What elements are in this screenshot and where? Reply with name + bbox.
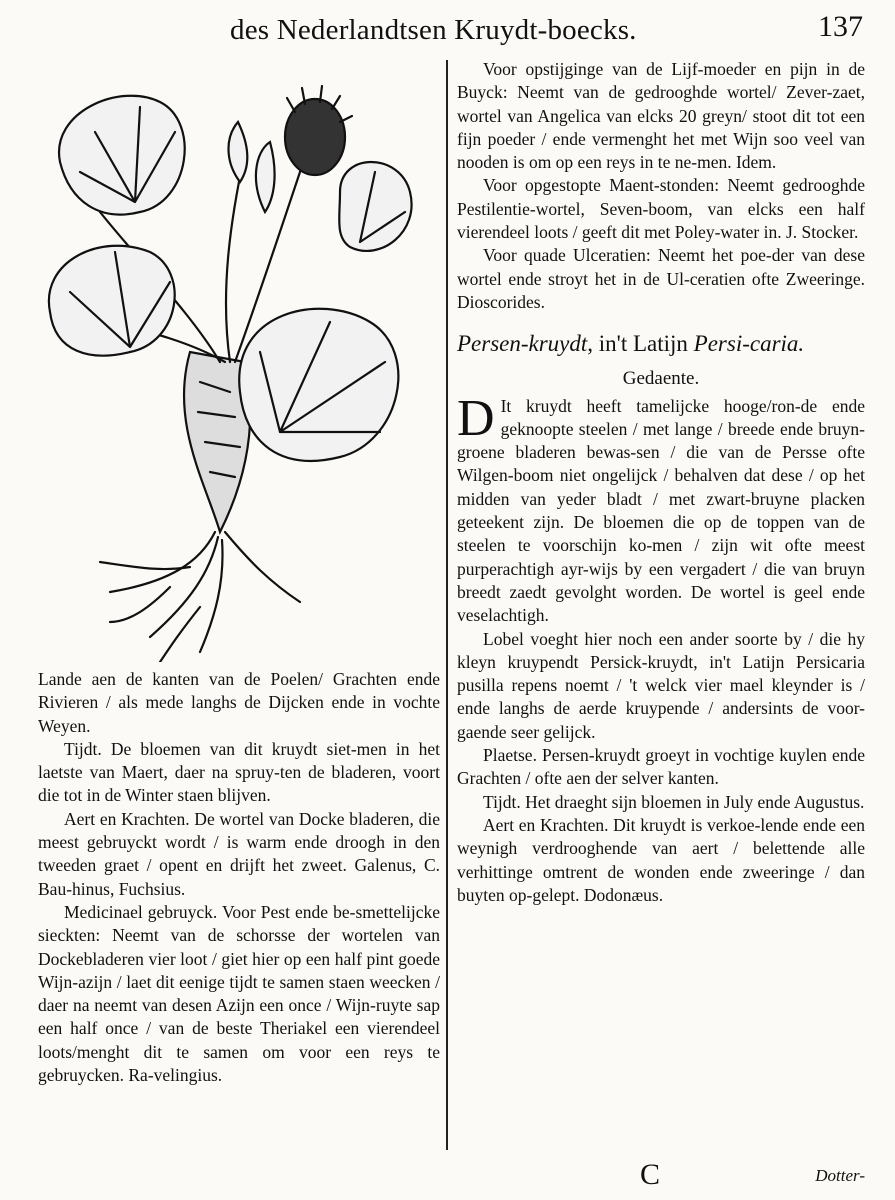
right-column: [457, 58, 865, 907]
butterbur-woodcut-icon: [40, 62, 430, 662]
section-heading: [457, 330, 865, 357]
paragraph: Voor opgestopte Maent-stonden: Neemt gedrooghde Pestilentie-wortel, Seven-boom, van elcks een half vierendeel loots / geeft dit met Poley-water in. J. Stocker.: [457, 175, 865, 243]
column-divider: [446, 60, 448, 1150]
paragraph: Tijdt. De bloemen van dit kruydt siet-men in het laetste van Maert, daer na spruy-ten de bladeren, voort die tot in de Winter staen blijven.: [38, 738, 440, 806]
paragraph: Aert en Krachten. Dit kruydt is verkoe-lende ende een weynigh verdrooghende van aert / belettende alle verhittinge omtrent de wonden ende zweeringe / dan buyten op-gelept. Dodonæus.: [457, 814, 865, 905]
subheading: Gedaente.: [622, 368, 700, 390]
drop-cap: D: [457, 389, 495, 447]
paragraph: [457, 389, 865, 628]
page-number: 137: [818, 10, 863, 43]
catchwords: [640, 1158, 865, 1191]
heading-mid: , in't Latijn: [587, 331, 694, 357]
paragraph-text: It kruydt heeft tamelijcke hooge/ron-de ende geknoopte steelen / met lange / breede ende bruyn-groene bladeren bewas-sen / die van de Persse ofte Wilgen-boom niet ongelijck / behalven dat dese / op het midden van yeder bladt / met zwart-bruyne placken geteekent zijn. De bloemen die op de toppen van de steelen te voorschijn ko-men / zijn wit ofte meest purperachtigh ayr-wijs by een vergadert / die van bruyn breedt zaedt gevolght worden. De wortel is geel ende veselachtigh.: [457, 395, 865, 626]
left-column: [38, 668, 440, 1087]
catchword: Dotter-: [815, 1166, 865, 1185]
paragraph: Lande aen de kanten van de Poelen/ Grachten ende Rivieren / als mede langhs de Dijcken ende in vochte Weyen.: [38, 669, 440, 736]
signature-mark: C: [640, 1158, 661, 1191]
paragraph: Aert en Krachten. De wortel van Docke bladeren, die meest gebruyckt wordt / is warm ende droogh in den tweeden graet / opent en drijft het zweet. Galenus, C. Bau-hinus, Fuchsius.: [38, 808, 440, 899]
running-head: des Nederlandtsen Kruydt-boecks.: [230, 14, 637, 46]
heading-name: Persen-kruydt: [457, 331, 588, 357]
paragraph: Medicinael gebruyck. Voor Pest ende be-smettelijcke sieckten: Neemt van de schorsse der wortelen van Dockebladeren vier loot / giet hier op een half pint goede Wijn-azijn / laet dit eenige tijdt te samen staen weecken / daer na neemt van desen Azijn een once / Wijn-ruyte sap een half once / van de beste Theriakel een vierendeel loots/menght dit te samen om voor een reys te gebruycken. Ra-velingius.: [38, 901, 440, 1086]
paragraph: Voor quade Ulceratien: Neemt het poe-der van dese wortel ende stroyt het in de Ul-ceratien ofte Zweeringe. Dioscorides.: [457, 245, 865, 312]
paragraph: Plaetse. Persen-kruydt groeyt in vochtige kuylen ende Grachten / ofte aen der selver kanten.: [457, 745, 865, 789]
heading-latin: Persi-caria.: [693, 331, 805, 357]
paragraph: Voor opstijginge van de Lijf-moeder en pijn in de Buyck: Neemt van de gedrooghde wortel/ Zever-zaet, wortel van Angelica van elcks 20 greyn/ stoot dit tot een fijn poeder / ende vermenght het met Wijn soo veel van nooden is om op een reys in te ne-men. Idem.: [457, 59, 865, 173]
paragraph: Tijdt. Het draeght sijn bloemen in July ende Augustus.: [483, 791, 865, 812]
paragraph: Lobel voeght hier noch een ander soorte by / die hy kleyn kruypendt Persick-kruydt, in't Latijn Persicaria pusilla repens noemt / 't welck vier mael kleynder is / ende langhs de aerde kruypende / andersints de voor-gaende seer gelijck.: [457, 628, 865, 742]
